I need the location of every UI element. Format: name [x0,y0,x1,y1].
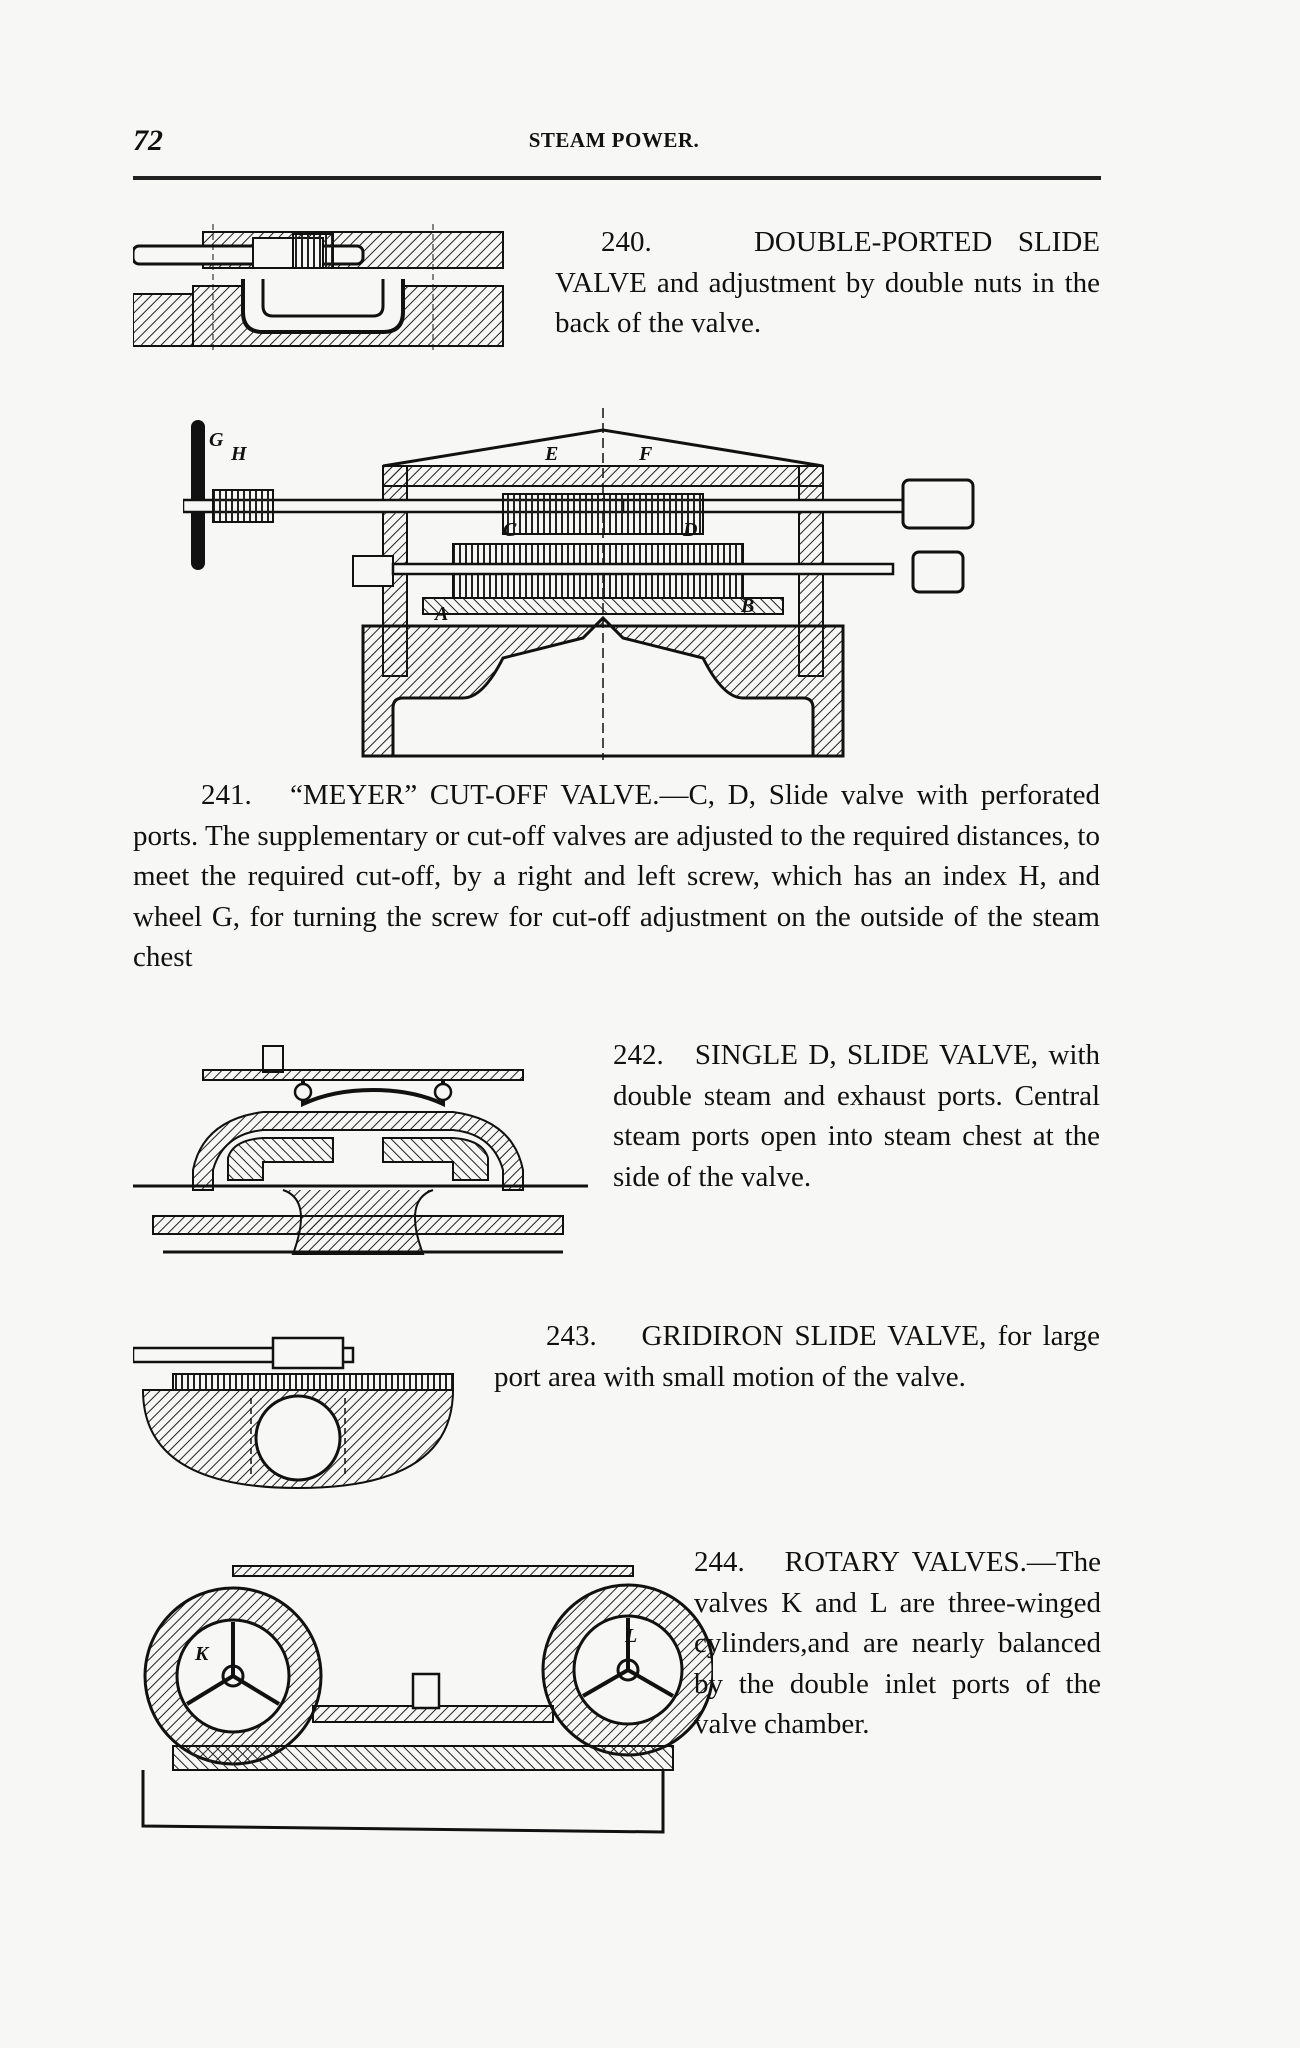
figure-240-caption [555,222,1100,344]
figure-244-number: 244. [694,1546,745,1578]
figure-244-label-k: K [195,1643,209,1665]
figure-241-label-h: H [231,443,247,465]
figure-243-text: GRIDIRON SLIDE VALVE, for large port area with small motion of the valve. [494,1320,1101,1393]
figure-240-text: DOUBLE-PORTED SLIDE VALVE and adjustment by double nuts in the back of the valve. [555,226,1100,339]
figure-240-number: 240. [601,226,652,258]
figure-241-label-b: B [741,595,755,617]
figure-241-label-f: F [639,443,653,465]
figure-241-number: 241. [201,779,252,811]
figure-241-label-c: C [503,519,517,541]
figure-241-text: “MEYER” CUT-OFF VALVE.—C, D, Slide valve with perforated ports. The supplementary or cut-off valves are adjusted to the required distances, to meet the required cut-off, by a right and left screw, which has an index H, and wheel G, for turning the screw for cut-off adjustment on the outside of the steam chest [133,779,1101,973]
page-number: 72 [133,124,163,157]
figure-241-label-a: A [435,603,449,625]
figure-242-text: SINGLE D, SLIDE VALVE, with double steam and exhaust ports. Central steam ports open into steam chest at the side of the valve. [613,1039,1100,1193]
figure-243-caption [494,1316,1100,1397]
figure-244-illustration [133,1556,713,1836]
figure-244-text: ROTARY VALVES.—The valves K and L are three-winged cylinders,and are nearly balanced by the double inlet ports of the valve chamber. [694,1546,1102,1740]
header-rule [133,176,1101,180]
figure-242-number: 242. [613,1039,664,1071]
figure-242-caption [613,1035,1100,1197]
figure-242-illustration [133,1030,588,1260]
figure-241-caption [133,775,1100,978]
running-title: STEAM POWER. [528,128,700,152]
figure-244-label-l: L [625,1625,638,1647]
figure-241-label-e: E [545,443,559,465]
figure-244-caption [694,1542,1101,1745]
figure-241-label-d: D [683,519,698,541]
figure-241-label-g: G [209,429,224,451]
figure-243-number: 243. [546,1320,597,1352]
figure-243-illustration [133,1328,463,1498]
figure-241-illustration [183,408,1043,760]
figure-240-illustration [133,224,528,352]
